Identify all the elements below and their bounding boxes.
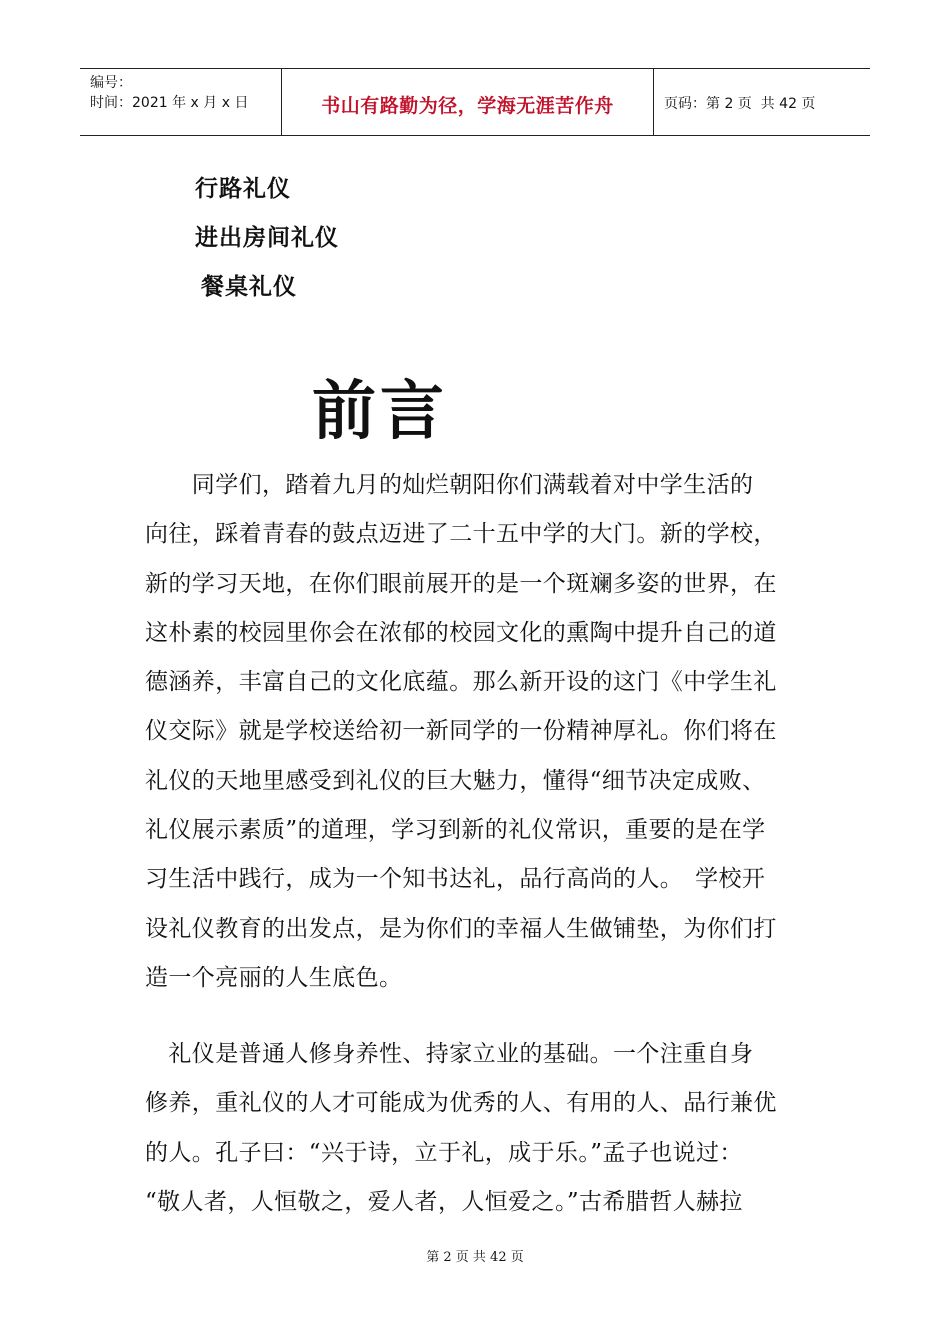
toc-item-dining-etiquette: 餐桌礼仪 (201, 274, 297, 300)
paragraph-line: 新的学习天地，在你们眼前展开的是一个斑斓多姿的世界，在 (145, 570, 777, 597)
paragraph-line: 设礼仪教育的出发点，是为你们的幸福人生做铺垫，为你们打 (145, 915, 777, 942)
header-page-info (654, 69, 870, 135)
page-footer: 第 2 页 共 42 页 (426, 1250, 524, 1265)
paragraph-line: 修养，重礼仪的人才可能成为优秀的人、有用的人、品行兼优 (145, 1090, 777, 1117)
paragraph-line: 德涵养，丰富自己的文化底蕴。那么新开设的这门《中学生礼 (145, 669, 777, 696)
header-meta (80, 69, 282, 135)
paragraph-line: 仪交际》就是学校送给初一新同学的一份精神厚礼。你们将在 (145, 718, 777, 745)
paragraph-line: 礼仪的天地里感受到礼仪的巨大魅力，懂得“细节决定成败、 (145, 767, 766, 794)
header-page-label: 页码：第 2 页 共 42 页 (664, 96, 816, 112)
paragraph-line: 这朴素的校园里你会在浓郁的校园文化的熏陶中提升自己的道 (145, 619, 777, 646)
paragraph-line: 同学们，踏着九月的灿烂朝阳你们满载着对中学生活的 (145, 472, 754, 498)
header-motto: 书山有路勤为径，学海无涯苦作舟 (282, 69, 654, 135)
toc-item-room-etiquette: 进出房间礼仪 (195, 225, 339, 251)
paragraph-line: 礼仪是普通人修身养性、持家立业的基础。一个注重自身 (145, 1041, 754, 1067)
paragraph-line: 习生活中践行，成为一个知书达礼，品行高尚的人。 学校开 (145, 866, 766, 893)
document-date: 时间：2021 年 x 月 x 日 (90, 95, 249, 111)
paragraph-line: 的人。孔子曰：“兴于诗，立于礼，成于乐。”孟子也说过： (145, 1139, 743, 1166)
toc-item-walking-etiquette: 行路礼仪 (195, 176, 291, 202)
paragraph-intro (145, 461, 810, 1003)
paragraph-line: 向往，踩着青春的鼓点迈进了二十五中学的大门。新的学校， (145, 521, 777, 548)
paragraph-line: 礼仪展示素质”的道理，学习到新的礼仪常识，重要的是在学 (145, 817, 766, 844)
paragraph-line: 造一个亮丽的人生底色。 (145, 964, 403, 991)
paragraph-line: “敬人者，人恒敬之，爱人者，人恒爱之。”古希腊哲人赫拉 (145, 1188, 743, 1215)
paragraph-etiquette-foundation (145, 1030, 810, 1227)
document-number: 编号： (90, 75, 132, 91)
document-header (80, 68, 870, 136)
page-title: 前言 (312, 375, 448, 449)
